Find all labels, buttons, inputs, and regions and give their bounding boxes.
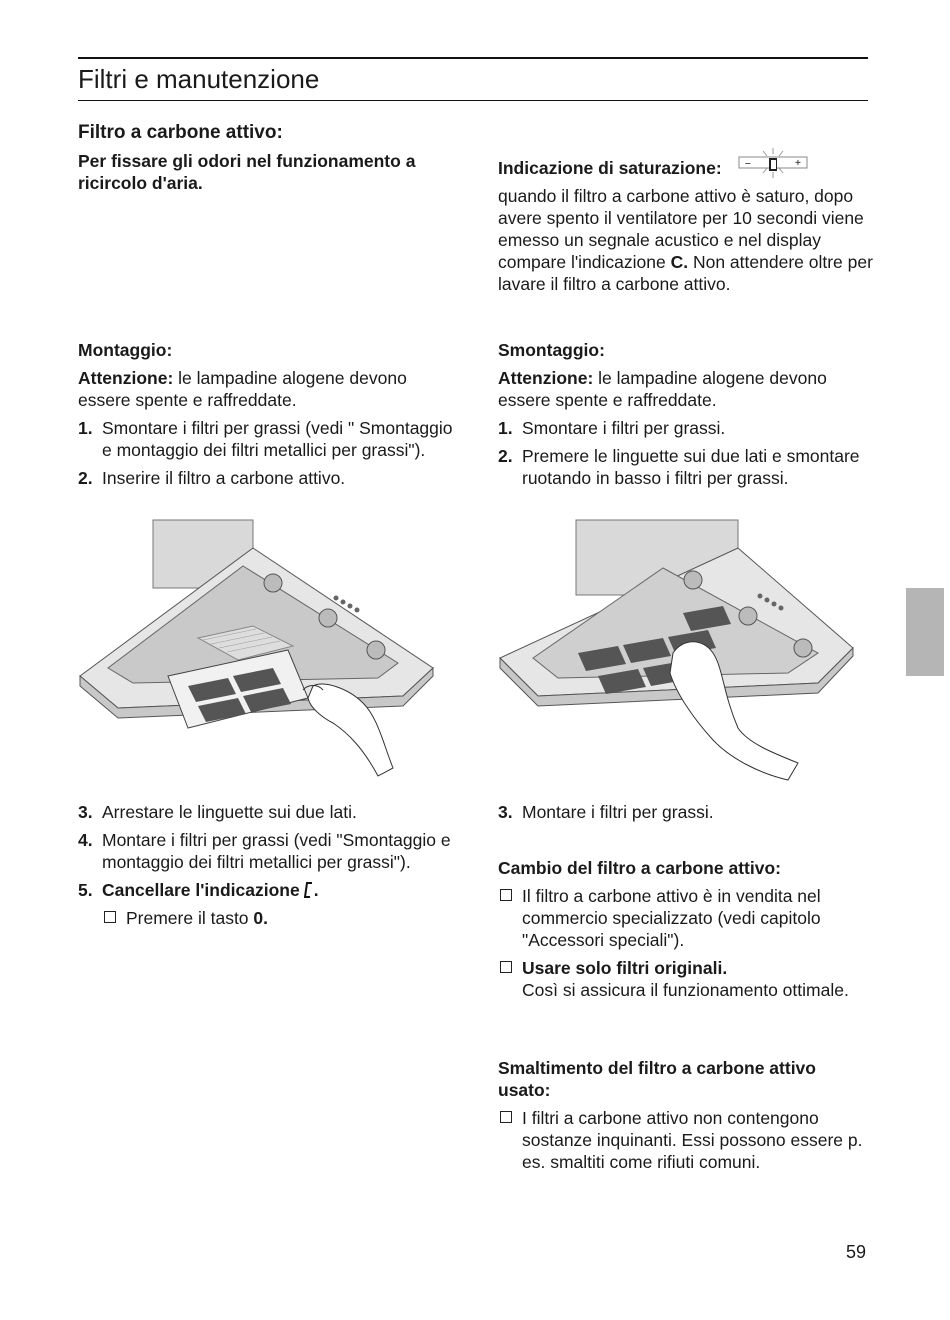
change-bullet-bold: Usare solo filtri originali. <box>522 958 728 978</box>
mount-step <box>78 417 458 461</box>
unmount-step <box>498 445 873 489</box>
saturation-c: C. <box>670 252 689 272</box>
mount-warning-label: Attenzione: <box>78 368 174 388</box>
unmount-warning <box>498 367 873 411</box>
step-number: 3. <box>78 802 93 822</box>
mount-steps-after <box>78 801 458 929</box>
saturation-section <box>498 148 873 295</box>
saturation-text <box>498 185 873 295</box>
step-text: Montare i filtri per grassi. <box>522 802 714 822</box>
checkbox-icon <box>500 889 512 901</box>
disposal-bullet-text: I filtri a carbone attivo non contengono sostanze inquinanti. Essi possono essere p. es. smaltiti come rifiuti comuni. <box>522 1108 863 1172</box>
checkbox-icon <box>104 911 116 923</box>
mount-section <box>78 339 458 489</box>
mount-warning-text: le lampadine alogene devono essere spente e raffreddate. <box>78 368 407 410</box>
unmount-step <box>498 801 873 823</box>
page-title: Filtri e manutenzione <box>78 64 320 94</box>
sub-bullet-text <box>126 907 268 929</box>
step-text: Premere le linguette sui due lati e smontare ruotando in basso i filtri per grassi. <box>522 446 860 488</box>
unmount-warning-text: le lampadine alogene devono essere spente e raffreddate. <box>498 368 827 410</box>
step-text: Arrestare le linguette sui due lati. <box>102 802 357 822</box>
step-text-label: Cancellare l'indicazione <box>102 880 300 900</box>
title-rule <box>78 100 868 101</box>
mount-illustration <box>78 518 438 783</box>
display-c-icon <box>737 148 809 178</box>
step-text: Montare i filtri per grassi (vedi "Smontaggio e montaggio dei filtri metallici per grassi"). <box>102 830 451 872</box>
step-number: 1. <box>498 418 513 438</box>
top-rule <box>78 57 868 59</box>
change-section <box>498 857 873 1001</box>
change-bullet-text <box>522 957 849 1001</box>
page-number: 59 <box>846 1242 867 1262</box>
disposal-bullet <box>498 1107 873 1173</box>
step-number: 5. <box>78 880 93 900</box>
step-number: 2. <box>78 468 93 488</box>
mount-heading: Montaggio: <box>78 340 173 360</box>
step-text: Inserire il filtro a carbone attivo. <box>102 468 346 488</box>
step-number: 3. <box>498 802 513 822</box>
change-bullet-plain: Così si assicura il funzionamento ottimale. <box>522 980 849 1000</box>
svg-text:+: + <box>794 158 801 169</box>
disposal-section <box>498 1057 873 1173</box>
unmount-warning-label: Attenzione: <box>498 368 594 388</box>
section-heading: Filtro a carbone attivo: <box>78 122 283 143</box>
section-subheading: Per fissare gli odori nel funzionamento a ricircolo d'aria. <box>78 151 416 193</box>
change-bullet <box>498 957 873 1001</box>
mount-step <box>78 801 458 823</box>
unmount-section <box>498 339 873 489</box>
segment-c-icon <box>304 881 314 899</box>
saturation-text-1: quando il filtro a carbone attivo è saturo, dopo avere spento il ventilatore per 10 secondi viene emesso un segnale acustico e nel display compare l'indicazione <box>498 186 864 272</box>
saturation-text-2: Non attendere oltre per lavare il filtro a carbone attivo. <box>498 252 873 294</box>
step-text: Cancellare l'indicazione . <box>102 880 319 900</box>
unmount-step <box>498 417 873 439</box>
sub-bullet-text-bold: 0. <box>253 908 269 928</box>
unmount-heading: Smontaggio: <box>498 340 605 360</box>
unmount-steps-after <box>498 801 873 823</box>
change-heading: Cambio del filtro a carbone attivo: <box>498 858 781 878</box>
svg-text:–: – <box>744 158 751 169</box>
unmount-illustration <box>498 518 858 783</box>
change-bullet-text: Il filtro a carbone attivo è in vendita nel commercio specializzato (vedi capitolo "Accessori speciali"). <box>522 886 821 950</box>
sub-bullet-text-plain: Premere il tasto <box>126 908 254 928</box>
checkbox-icon <box>500 1111 512 1123</box>
mount-step <box>78 467 458 489</box>
saturation-heading-text: Indicazione di saturazione: <box>498 158 722 178</box>
step-number: 2. <box>498 446 513 466</box>
mount-step <box>78 829 458 873</box>
step-number: 4. <box>78 830 93 850</box>
mount-warning <box>78 367 458 411</box>
step-number: 1. <box>78 418 93 438</box>
chapter-tab <box>906 588 944 676</box>
mount-step <box>78 879 458 901</box>
disposal-heading: Smaltimento del filtro a carbone attivo usato: <box>498 1058 816 1100</box>
checkbox-icon <box>500 961 512 973</box>
sub-bullet <box>102 907 458 929</box>
step-text: Smontare i filtri per grassi. <box>522 418 726 438</box>
left-intro <box>78 122 458 194</box>
saturation-heading <box>498 148 873 179</box>
step-text: Smontare i filtri per grassi (vedi " Smontaggio e montaggio dei filtri metallici per grassi"). <box>102 418 453 460</box>
change-bullet <box>498 885 873 951</box>
